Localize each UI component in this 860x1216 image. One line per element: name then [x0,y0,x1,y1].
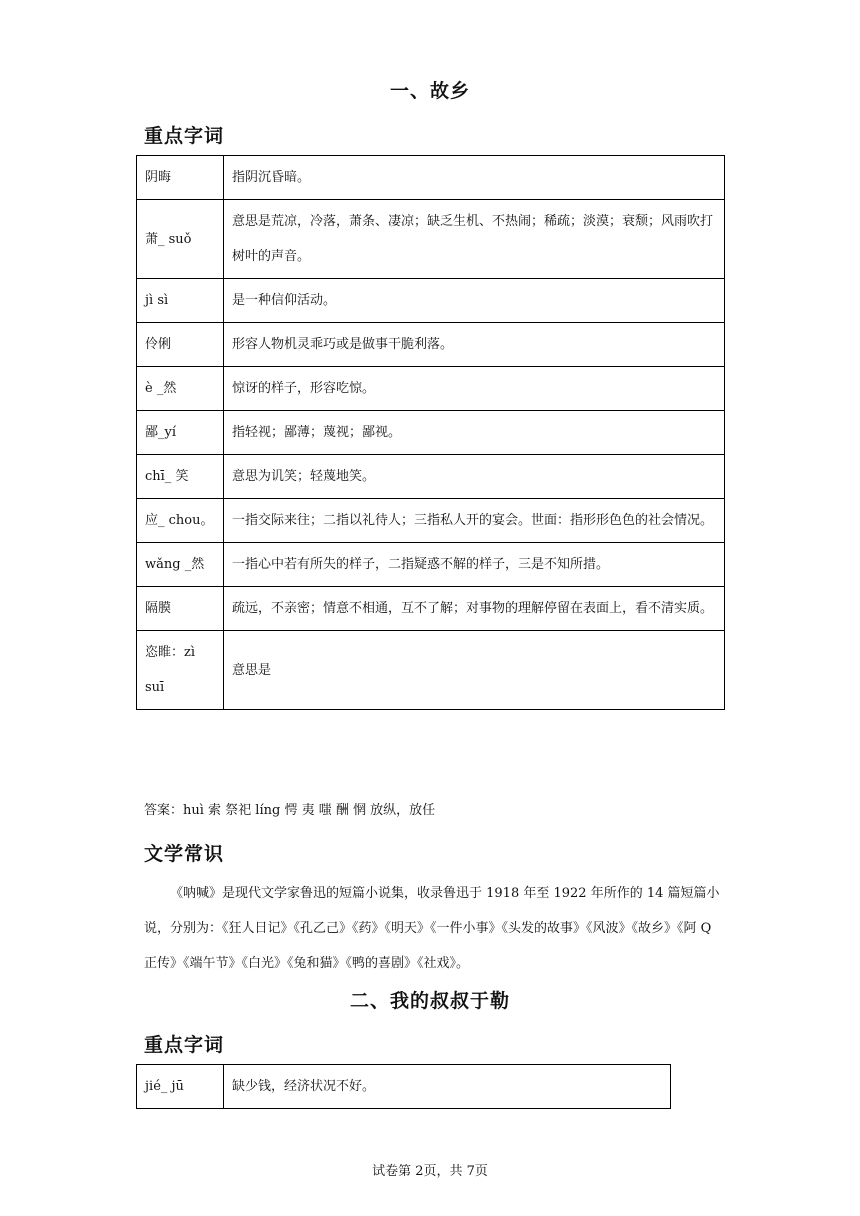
literature-heading: 文学常识 [144,843,225,865]
table-row [137,367,725,411]
vocab-definition: 惊讶的样子，形容吃惊。 [224,367,725,411]
vocab-definition: 指阴沉昏暗。 [224,156,725,200]
literature-paragraph: 《呐喊》是现代文学家鲁迅的短篇小说集，收录鲁迅于 1918 年至 1922 年所作的 14 篇短篇小说，分别为：《狂人日记》《孔乙己》《药》《明天》《一件小事》《头发的故事》《风波》《故乡》《阿 Q 正传》《端午节》《白光》《兔和猫》《鸭的喜剧》《社戏》。 [144,886,720,971]
section2-vocab-heading: 重点字词 [144,1034,225,1056]
vocab-term: jié_ jū [137,1065,224,1109]
vocab-table-1 [136,155,725,710]
vocab-definition: 是一种信仰活动。 [224,279,725,323]
vocab-term: 应_ chou。 [137,499,224,543]
vocab-definition: 缺少钱，经济状况不好。 [224,1065,671,1109]
vocab-definition: 形容人物机灵乖巧或是做事干脆利落。 [224,323,725,367]
vocab-term: 萧_ suǒ [137,200,224,279]
vocab-definition: 一指心中若有所失的样子，二指疑惑不解的样子，三是不知所措。 [224,543,725,587]
page-footer: 试卷第 2页，共 7页 [372,1164,488,1179]
table-row [137,587,725,631]
table-row [137,411,725,455]
vocab-term: jì sì [137,279,224,323]
section2-title: 二、我的叔叔于勒 [349,990,510,1012]
vocab-term: 隔膜 [137,587,224,631]
section1-vocab-heading: 重点字词 [144,125,225,147]
vocab-definition: 意思是荒凉，冷落，萧条、凄凉；缺乏生机、不热闹；稀疏；淡漠；衰颓；风雨吹打树叶的声音。 [224,200,725,279]
vocab-term: 伶俐 [137,323,224,367]
table-row [137,499,725,543]
vocab-term: 恣睢：zì suī [137,631,224,710]
table-row [137,1065,671,1109]
table-row [137,279,725,323]
vocab-definition: 疏远，不亲密；情意不相通，互不了解；对事物的理解停留在表面上，看不清实质。 [224,587,725,631]
table-row [137,156,725,200]
section1-title: 一、故乡 [389,80,470,102]
vocab-definition: 一指交际来往；二指以礼待人；三指私人开的宴会。世面：指形形色色的社会情况。 [224,499,725,543]
table-row [137,200,725,279]
table-row [137,543,725,587]
vocab-term: wǎng _然 [137,543,224,587]
vocab-definition: 指轻视；鄙薄；蔑视；鄙视。 [224,411,725,455]
vocab-term: 鄙_yí [137,411,224,455]
answer-line: 答案：huì 索 祭祀 líng 愕 夷 嗤 酬 惘 放纵，放任 [144,803,436,818]
table-row [137,631,725,710]
vocab-definition: 意思为讥笑；轻蔑地笑。 [224,455,725,499]
vocab-table-2 [136,1064,671,1109]
vocab-term: 阴晦 [137,156,224,200]
table-row [137,455,725,499]
vocab-definition: 意思是 [224,631,725,710]
vocab-term: chī_ 笑 [137,455,224,499]
table-row [137,323,725,367]
vocab-term: è _然 [137,367,224,411]
